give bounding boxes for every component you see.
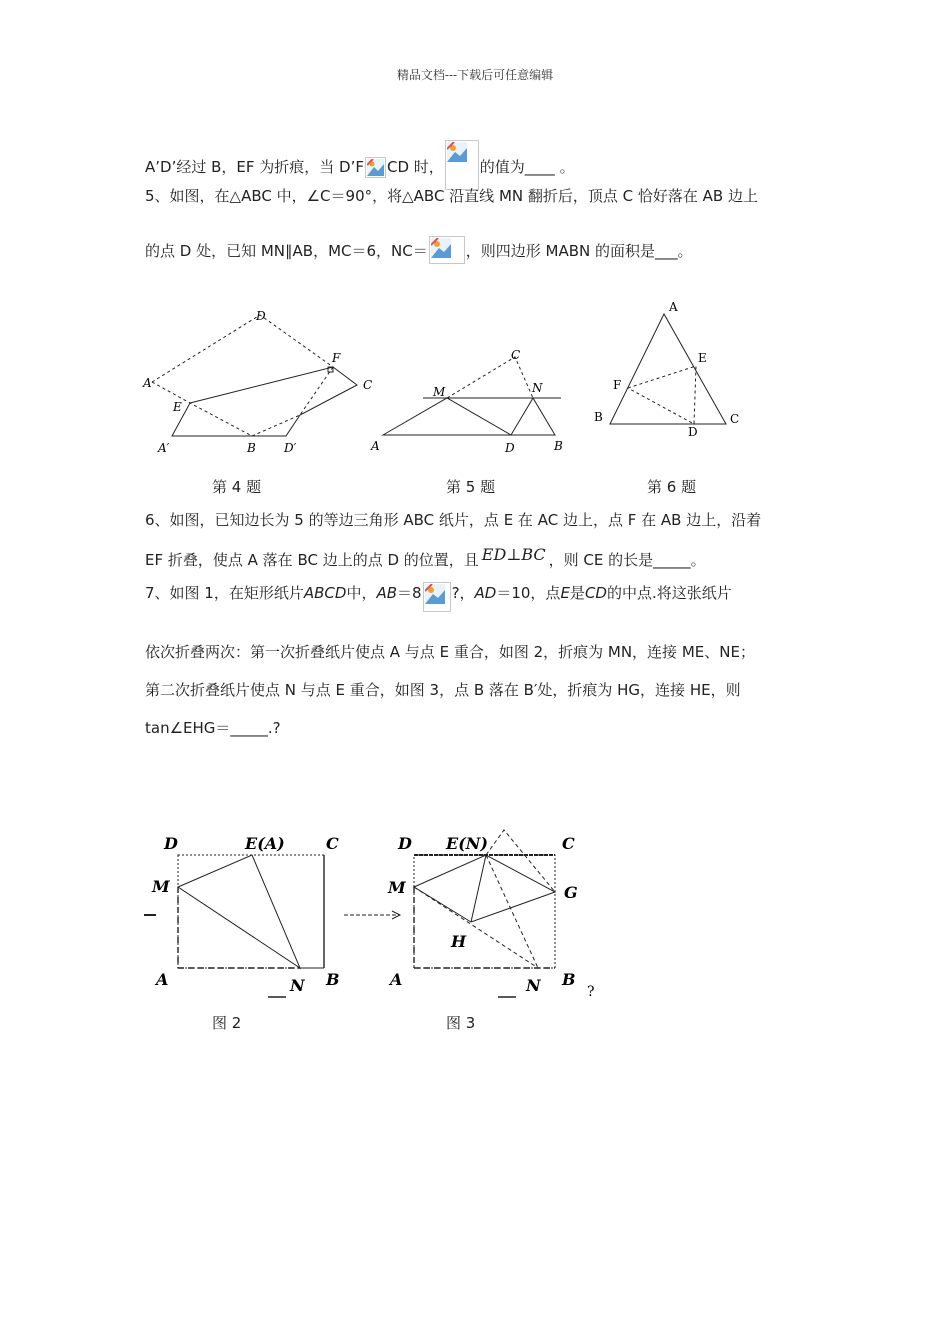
fig2-label-C: C [326,834,339,853]
page-header: 精品文档---下载后可任意编辑 [396,68,554,82]
q5-line-1: 5、如图，在△ABC 中，∠C＝90°，将△ABC 沿直线 MN 翻折后，顶点 C 恰好落在 AB 边上 [145,187,758,205]
fig5-caption: 第 5 题 [446,478,496,496]
fig2-label-M: M [152,877,170,896]
fig3-label-B: B [562,970,576,989]
fig6-label-A: A [669,300,678,314]
fig3-label-A: A [390,970,403,989]
fig3-label-E-N: E(N) [446,834,488,853]
fig2-label-B: B [326,970,340,989]
fig4-label-E: E [173,400,182,414]
figure-2 [140,825,355,1005]
fig6-label-C: C [730,412,740,426]
q4-text-3: 的值为____ 。 [479,158,575,176]
q7-line-1: 7、如图 1，在矩形纸片ABCD中，AB＝8 ?，AD＝10，点E是CD的中点.将这张纸片 [145,582,732,612]
fig5-label-D: D [505,441,515,455]
fig3-label-M: M [388,878,406,897]
fig5-label-B: B [554,439,563,453]
q5-text-a: 的点 D 处，已知 MN∥AB，MC＝6，NC＝ [145,242,428,260]
fig4-label-A-prime: A′ [158,441,170,455]
fig4-label-A: A [143,376,152,390]
q6-text-b: ，则 CE 的长是_____。 [548,551,706,569]
broken-image-icon [365,157,386,178]
fig3-label-C: C [562,834,575,853]
fig5-label-C: C [511,348,521,362]
q4-text-2: CD 时， [387,158,444,176]
fig6-caption: 第 6 题 [647,478,697,496]
broken-image-icon [429,236,465,264]
fig2-caption: 图 2 [212,1014,242,1032]
q7-line-3: 第二次折叠纸片使点 N 与点 E 重合，如图 3，点 B 落在 B′处，折痕为 HG，连接 HE，则 [145,681,741,699]
figure-3 [378,825,603,1005]
fig3-trailing-mark: ? [587,984,595,1000]
fig3-label-H: H [451,932,467,951]
fig5-label-N: N [532,381,543,395]
figure-5 [365,340,580,460]
fig5-label-A: A [371,439,380,453]
fig4-label-D-prime: D′ [284,441,297,455]
broken-image-icon [445,140,479,190]
fig4-label-D: D [256,309,266,323]
q4-line [145,140,575,190]
q6-line-1: 6、如图，已知边长为 5 的等边三角形 ABC 纸片，点 E 在 AC 边上，点 F 在 AB 边上，沿着 [145,511,762,529]
fig4-label-C: C [363,378,373,392]
q7-line-2: 依次折叠两次：第一次折叠纸片使点 A 与点 E 重合，如图 2，折痕为 MN，连接 ME、NE； [145,643,755,661]
fig4-label-B: B [247,441,256,455]
fig6-label-D: D [688,425,698,439]
fig3-caption: 图 3 [446,1014,476,1032]
q6-text-a: EF 折叠，使点 A 落在 BC 边上的点 D 的位置，且 [145,551,479,569]
fig2-label-A: A [156,970,169,989]
fig3-label-G: G [564,883,578,902]
fig6-label-F: F [613,378,622,392]
broken-image-icon [423,582,451,612]
q5-text-b: ，则四边形 MABN 的面积是___。 [465,242,693,260]
fig6-label-E: E [698,351,707,365]
q5-line-2 [145,236,693,264]
q4-text-1: A’D’经过 B，EF 为折痕，当 D’F [145,158,364,176]
fig5-label-M: M [433,385,446,399]
q7-line-4: tan∠EHG＝_____.? [145,719,281,737]
q6-line-2 [145,545,706,570]
fig4-caption: 第 4 题 [212,478,262,496]
fig3-label-N: N [526,976,541,995]
fig3-label-D: D [398,834,412,853]
fig2-label-E-A: E(A) [245,834,285,853]
fig2-label-D: D [164,834,178,853]
fig2-label-N: N [290,976,305,995]
formula-ed-perp-bc: ED⊥BC [481,545,546,564]
figure-6 [590,296,750,441]
fig4-label-F: F [332,351,341,365]
fig6-label-B: B [594,410,603,424]
figure-4 [140,300,380,460]
